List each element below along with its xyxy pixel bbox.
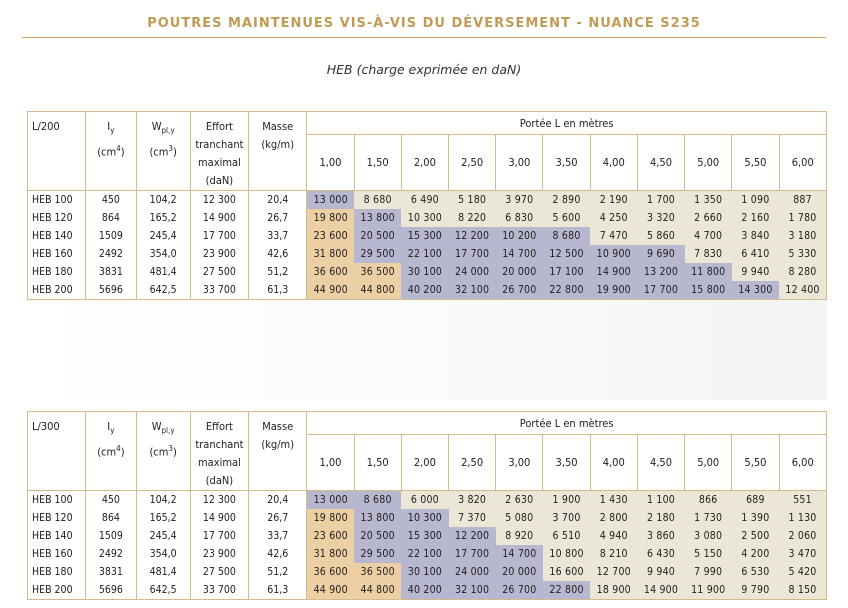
profile-iy: 5696 xyxy=(86,581,136,600)
load-value-cell: 1 780 xyxy=(779,209,826,227)
load-value-cell: 29 500 xyxy=(354,245,401,263)
load-value-cell: 32 100 xyxy=(449,281,496,300)
profile-name: HEB 120 xyxy=(28,509,86,527)
profile-effort: 12 300 xyxy=(190,491,248,510)
span-header: 3,50 xyxy=(543,435,590,491)
load-value-cell: 36 500 xyxy=(354,563,401,581)
load-value-cell: 12 200 xyxy=(449,527,496,545)
load-value-cell: 8 210 xyxy=(590,545,637,563)
load-value-cell: 32 100 xyxy=(449,581,496,600)
profile-effort: 12 300 xyxy=(190,191,248,210)
load-value-cell: 44 900 xyxy=(307,581,354,600)
profile-masse: 20,4 xyxy=(249,191,307,210)
load-value-cell: 9 940 xyxy=(637,563,684,581)
profile-masse: 33,7 xyxy=(249,227,307,245)
load-value-cell: 12 400 xyxy=(779,281,826,300)
col-header-masse xyxy=(249,412,307,491)
profile-wpl: 642,5 xyxy=(136,581,190,600)
span-group-header: Portée L en mètres xyxy=(307,112,827,135)
profile-iy: 450 xyxy=(86,491,136,510)
load-value-cell: 19 900 xyxy=(590,281,637,300)
col-header-wpl xyxy=(136,412,190,491)
profile-wpl: 104,2 xyxy=(136,191,190,210)
load-value-cell: 5 330 xyxy=(779,245,826,263)
effort-header-line: Effort xyxy=(205,120,233,133)
profile-iy: 3831 xyxy=(86,563,136,581)
span-header: 2,00 xyxy=(401,435,448,491)
load-value-cell: 3 820 xyxy=(449,491,496,510)
load-value-cell: 13 200 xyxy=(637,263,684,281)
iy-subscript: y xyxy=(110,126,115,136)
load-value-cell: 36 600 xyxy=(307,563,354,581)
load-value-cell: 19 800 xyxy=(307,209,354,227)
iy-symbol: I xyxy=(107,420,111,433)
span-header: 1,00 xyxy=(307,135,354,191)
profile-effort: 27 500 xyxy=(190,263,248,281)
load-value-cell: 5 080 xyxy=(496,509,543,527)
load-value-cell: 24 000 xyxy=(449,263,496,281)
load-value-cell: 17 700 xyxy=(449,245,496,263)
load-value-cell: 11 900 xyxy=(685,581,732,600)
load-value-cell: 6 430 xyxy=(637,545,684,563)
load-value-cell: 9 790 xyxy=(732,581,779,600)
load-value-cell: 2 500 xyxy=(732,527,779,545)
load-value-cell: 29 500 xyxy=(354,545,401,563)
profile-wpl: 481,4 xyxy=(136,563,190,581)
table-row xyxy=(28,491,827,510)
effort-header-line: tranchant xyxy=(195,438,244,451)
load-value-cell: 3 080 xyxy=(685,527,732,545)
wpl-unit-close: ) xyxy=(172,145,177,159)
wpl-symbol: W xyxy=(151,420,162,433)
load-value-cell: 14 900 xyxy=(590,263,637,281)
profile-iy: 5696 xyxy=(86,281,136,300)
load-value-cell: 23 600 xyxy=(307,527,354,545)
span-header: 1,50 xyxy=(354,435,401,491)
wpl-unit: (cm xyxy=(149,445,169,459)
load-value-cell: 10 900 xyxy=(590,245,637,263)
load-value-cell: 13 800 xyxy=(354,209,401,227)
load-value-cell: 22 100 xyxy=(401,545,448,563)
profile-name: HEB 140 xyxy=(28,227,86,245)
span-header: 3,50 xyxy=(543,135,590,191)
iy-unit: (cm xyxy=(97,445,117,459)
load-value-cell: 551 xyxy=(779,491,826,510)
load-value-cell: 2 180 xyxy=(637,509,684,527)
profile-iy: 864 xyxy=(86,209,136,227)
load-value-cell: 44 800 xyxy=(354,581,401,600)
load-value-cell: 31 800 xyxy=(307,245,354,263)
profile-name: HEB 140 xyxy=(28,527,86,545)
load-value-cell: 2 060 xyxy=(779,527,826,545)
span-header: 3,00 xyxy=(496,135,543,191)
load-value-cell: 4 700 xyxy=(685,227,732,245)
profile-masse: 26,7 xyxy=(249,509,307,527)
load-value-cell: 7 370 xyxy=(449,509,496,527)
span-header: 4,50 xyxy=(637,135,684,191)
profile-name: HEB 160 xyxy=(28,545,86,563)
table-row xyxy=(28,209,827,227)
profile-masse: 42,6 xyxy=(249,545,307,563)
load-value-cell: 10 200 xyxy=(496,227,543,245)
load-value-cell: 20 000 xyxy=(496,563,543,581)
profile-wpl: 104,2 xyxy=(136,491,190,510)
profile-iy: 1509 xyxy=(86,527,136,545)
load-value-cell: 1 700 xyxy=(637,191,684,210)
table-row xyxy=(28,281,827,300)
load-value-cell: 1 430 xyxy=(590,491,637,510)
profile-name: HEB 160 xyxy=(28,245,86,263)
load-value-cell: 4 200 xyxy=(732,545,779,563)
load-value-cell: 8 680 xyxy=(354,191,401,210)
profile-iy: 450 xyxy=(86,191,136,210)
col-header-iy xyxy=(86,412,136,491)
span-header: 2,00 xyxy=(401,135,448,191)
load-value-cell: 20 500 xyxy=(354,527,401,545)
iy-symbol: I xyxy=(107,120,111,133)
load-value-cell: 22 800 xyxy=(543,281,590,300)
load-value-cell: 31 800 xyxy=(307,545,354,563)
effort-header-line: tranchant xyxy=(195,138,244,151)
load-value-cell: 15 300 xyxy=(401,527,448,545)
wpl-unit-close: ) xyxy=(172,445,177,459)
profile-wpl: 245,4 xyxy=(136,527,190,545)
profile-masse: 42,6 xyxy=(249,245,307,263)
load-value-cell: 5 180 xyxy=(449,191,496,210)
profile-masse: 61,3 xyxy=(249,581,307,600)
load-value-cell: 5 600 xyxy=(543,209,590,227)
iy-unit-exponent: 4 xyxy=(116,444,121,454)
iy-unit-exponent: 4 xyxy=(116,144,121,154)
load-value-cell: 13 800 xyxy=(354,509,401,527)
load-value-cell: 4 940 xyxy=(590,527,637,545)
load-value-cell: 6 830 xyxy=(496,209,543,227)
load-value-cell: 10 300 xyxy=(401,509,448,527)
load-value-cell: 26 700 xyxy=(496,581,543,600)
table-row xyxy=(28,545,827,563)
load-value-cell: 3 180 xyxy=(779,227,826,245)
profile-name: HEB 180 xyxy=(28,563,86,581)
load-value-cell: 3 320 xyxy=(637,209,684,227)
iy-unit-close: ) xyxy=(120,145,125,159)
load-value-cell: 24 000 xyxy=(449,563,496,581)
load-value-cell: 17 700 xyxy=(449,545,496,563)
masse-header-line: Masse xyxy=(262,120,294,133)
col-header-masse xyxy=(249,112,307,191)
table-row xyxy=(28,509,827,527)
load-value-cell: 866 xyxy=(685,491,732,510)
profile-name: HEB 200 xyxy=(28,281,86,300)
load-value-cell: 8 920 xyxy=(496,527,543,545)
effort-header-line: (daN) xyxy=(205,474,234,487)
span-header: 6,00 xyxy=(779,435,826,491)
profile-effort: 33 700 xyxy=(190,581,248,600)
effort-header-line: maximal xyxy=(198,156,241,169)
load-value-cell: 10 300 xyxy=(401,209,448,227)
load-value-cell: 20 000 xyxy=(496,263,543,281)
span-header: 4,50 xyxy=(637,435,684,491)
load-value-cell: 6 510 xyxy=(543,527,590,545)
load-value-cell: 2 190 xyxy=(590,191,637,210)
load-value-cell: 7 990 xyxy=(685,563,732,581)
load-value-cell: 1 390 xyxy=(732,509,779,527)
load-value-cell: 23 600 xyxy=(307,227,354,245)
load-value-cell: 8 220 xyxy=(449,209,496,227)
load-value-cell: 6 490 xyxy=(401,191,448,210)
deflection-label: L/300 xyxy=(28,412,86,491)
table-row xyxy=(28,245,827,263)
profile-iy: 2492 xyxy=(86,545,136,563)
load-value-cell: 4 250 xyxy=(590,209,637,227)
load-value-cell: 8 150 xyxy=(779,581,826,600)
load-value-cell: 40 200 xyxy=(401,581,448,600)
load-value-cell: 1 900 xyxy=(543,491,590,510)
span-header: 5,50 xyxy=(732,435,779,491)
profile-wpl: 354,0 xyxy=(136,545,190,563)
table-row xyxy=(28,581,827,600)
load-value-cell: 8 680 xyxy=(354,491,401,510)
load-value-cell: 13 000 xyxy=(307,491,354,510)
load-value-cell: 689 xyxy=(732,491,779,510)
profile-name: HEB 100 xyxy=(28,491,86,510)
load-value-cell: 6 000 xyxy=(401,491,448,510)
load-value-cell: 8 280 xyxy=(779,263,826,281)
profile-effort: 17 700 xyxy=(190,227,248,245)
table-row xyxy=(28,527,827,545)
load-value-cell: 19 800 xyxy=(307,509,354,527)
load-value-cell: 26 700 xyxy=(496,281,543,300)
span-header: 5,00 xyxy=(685,135,732,191)
load-value-cell: 15 300 xyxy=(401,227,448,245)
load-value-cell: 6 410 xyxy=(732,245,779,263)
load-value-cell: 36 500 xyxy=(354,263,401,281)
load-value-cell: 3 970 xyxy=(496,191,543,210)
load-value-cell: 3 860 xyxy=(637,527,684,545)
profile-iy: 864 xyxy=(86,509,136,527)
load-value-cell: 5 150 xyxy=(685,545,732,563)
masse-header-line: (kg/m) xyxy=(261,138,295,151)
load-value-cell: 13 000 xyxy=(307,191,354,210)
iy-unit: (cm xyxy=(97,145,117,159)
load-value-cell: 11 800 xyxy=(685,263,732,281)
wpl-subscript: pl,y xyxy=(161,126,175,136)
span-group-header: Portée L en mètres xyxy=(307,412,827,435)
load-value-cell: 3 470 xyxy=(779,545,826,563)
table-row xyxy=(28,227,827,245)
wpl-subscript: pl,y xyxy=(161,426,175,436)
load-value-cell: 5 860 xyxy=(637,227,684,245)
effort-header-line: maximal xyxy=(198,456,241,469)
load-value-cell: 16 600 xyxy=(543,563,590,581)
table-subtitle: HEB (charge exprimée en daN) xyxy=(326,62,522,77)
wpl-unit-exponent: 3 xyxy=(168,444,173,454)
col-header-wpl xyxy=(136,112,190,191)
load-value-cell: 9 940 xyxy=(732,263,779,281)
load-value-cell: 3 700 xyxy=(543,509,590,527)
load-value-cell: 2 630 xyxy=(496,491,543,510)
span-header: 6,00 xyxy=(779,135,826,191)
span-header: 4,00 xyxy=(590,435,637,491)
table-row xyxy=(28,563,827,581)
load-value-cell: 12 500 xyxy=(543,245,590,263)
profile-wpl: 354,0 xyxy=(136,245,190,263)
title-rule xyxy=(22,37,826,38)
span-header: 1,50 xyxy=(354,135,401,191)
load-value-cell: 1 130 xyxy=(779,509,826,527)
col-header-effort xyxy=(190,112,248,191)
load-value-cell: 14 700 xyxy=(496,245,543,263)
profile-masse: 61,3 xyxy=(249,281,307,300)
profile-name: HEB 200 xyxy=(28,581,86,600)
table-row xyxy=(28,191,827,210)
load-table-l200 xyxy=(27,111,827,300)
load-value-cell: 20 500 xyxy=(354,227,401,245)
iy-unit-close: ) xyxy=(120,445,125,459)
load-value-cell: 6 530 xyxy=(732,563,779,581)
wpl-unit-exponent: 3 xyxy=(168,144,173,154)
profile-effort: 33 700 xyxy=(190,281,248,300)
load-value-cell: 17 100 xyxy=(543,263,590,281)
load-value-cell: 44 900 xyxy=(307,281,354,300)
wpl-unit: (cm xyxy=(149,145,169,159)
load-value-cell: 2 800 xyxy=(590,509,637,527)
load-value-cell: 22 800 xyxy=(543,581,590,600)
load-value-cell: 1 090 xyxy=(732,191,779,210)
profile-effort: 14 900 xyxy=(190,209,248,227)
load-value-cell: 40 200 xyxy=(401,281,448,300)
span-header: 5,00 xyxy=(685,435,732,491)
profile-wpl: 165,2 xyxy=(136,509,190,527)
profile-masse: 51,2 xyxy=(249,263,307,281)
load-value-cell: 8 680 xyxy=(543,227,590,245)
profile-effort: 14 900 xyxy=(190,509,248,527)
deflection-label: L/200 xyxy=(28,112,86,191)
load-value-cell: 1 730 xyxy=(685,509,732,527)
load-value-cell: 5 420 xyxy=(779,563,826,581)
load-value-cell: 36 600 xyxy=(307,263,354,281)
wpl-symbol: W xyxy=(151,120,162,133)
load-value-cell: 3 840 xyxy=(732,227,779,245)
load-value-cell: 18 900 xyxy=(590,581,637,600)
profile-name: HEB 120 xyxy=(28,209,86,227)
load-value-cell: 15 800 xyxy=(685,281,732,300)
load-value-cell: 17 700 xyxy=(637,281,684,300)
load-value-cell: 14 900 xyxy=(637,581,684,600)
profile-iy: 3831 xyxy=(86,263,136,281)
col-header-effort xyxy=(190,412,248,491)
profile-masse: 51,2 xyxy=(249,563,307,581)
profile-wpl: 642,5 xyxy=(136,281,190,300)
background-shade xyxy=(28,300,827,400)
effort-header-line: Effort xyxy=(205,420,233,433)
profile-name: HEB 180 xyxy=(28,263,86,281)
span-header: 5,50 xyxy=(732,135,779,191)
profile-iy: 2492 xyxy=(86,245,136,263)
load-value-cell: 9 690 xyxy=(637,245,684,263)
table-row xyxy=(28,263,827,281)
load-value-cell: 44 800 xyxy=(354,281,401,300)
profile-effort: 27 500 xyxy=(190,563,248,581)
effort-header-line: (daN) xyxy=(205,174,234,187)
masse-header-line: (kg/m) xyxy=(261,438,295,451)
profile-wpl: 245,4 xyxy=(136,227,190,245)
load-value-cell: 2 160 xyxy=(732,209,779,227)
profile-name: HEB 100 xyxy=(28,191,86,210)
masse-header-line: Masse xyxy=(262,420,294,433)
load-value-cell: 1 350 xyxy=(685,191,732,210)
load-value-cell: 2 660 xyxy=(685,209,732,227)
profile-masse: 33,7 xyxy=(249,527,307,545)
profile-wpl: 481,4 xyxy=(136,263,190,281)
load-value-cell: 12 700 xyxy=(590,563,637,581)
load-value-cell: 7 470 xyxy=(590,227,637,245)
load-value-cell: 1 100 xyxy=(637,491,684,510)
profile-masse: 20,4 xyxy=(249,491,307,510)
load-value-cell: 30 100 xyxy=(401,263,448,281)
load-value-cell: 12 200 xyxy=(449,227,496,245)
profile-masse: 26,7 xyxy=(249,209,307,227)
page-title: POUTRES MAINTENUES VIS-À-VIS DU DÉVERSEMENT - NUANCE S235 xyxy=(147,16,701,31)
load-value-cell: 7 830 xyxy=(685,245,732,263)
profile-iy: 1509 xyxy=(86,227,136,245)
profile-effort: 23 900 xyxy=(190,545,248,563)
span-header: 2,50 xyxy=(449,435,496,491)
span-header: 1,00 xyxy=(307,435,354,491)
profile-effort: 23 900 xyxy=(190,245,248,263)
span-header: 2,50 xyxy=(449,135,496,191)
span-header: 4,00 xyxy=(590,135,637,191)
load-value-cell: 14 300 xyxy=(732,281,779,300)
load-table-l300 xyxy=(27,411,827,600)
profile-wpl: 165,2 xyxy=(136,209,190,227)
col-header-iy xyxy=(86,112,136,191)
load-value-cell: 30 100 xyxy=(401,563,448,581)
span-header: 3,00 xyxy=(496,435,543,491)
load-value-cell: 14 700 xyxy=(496,545,543,563)
load-value-cell: 22 100 xyxy=(401,245,448,263)
load-value-cell: 2 890 xyxy=(543,191,590,210)
profile-effort: 17 700 xyxy=(190,527,248,545)
load-value-cell: 887 xyxy=(779,191,826,210)
iy-subscript: y xyxy=(110,426,115,436)
load-value-cell: 10 800 xyxy=(543,545,590,563)
